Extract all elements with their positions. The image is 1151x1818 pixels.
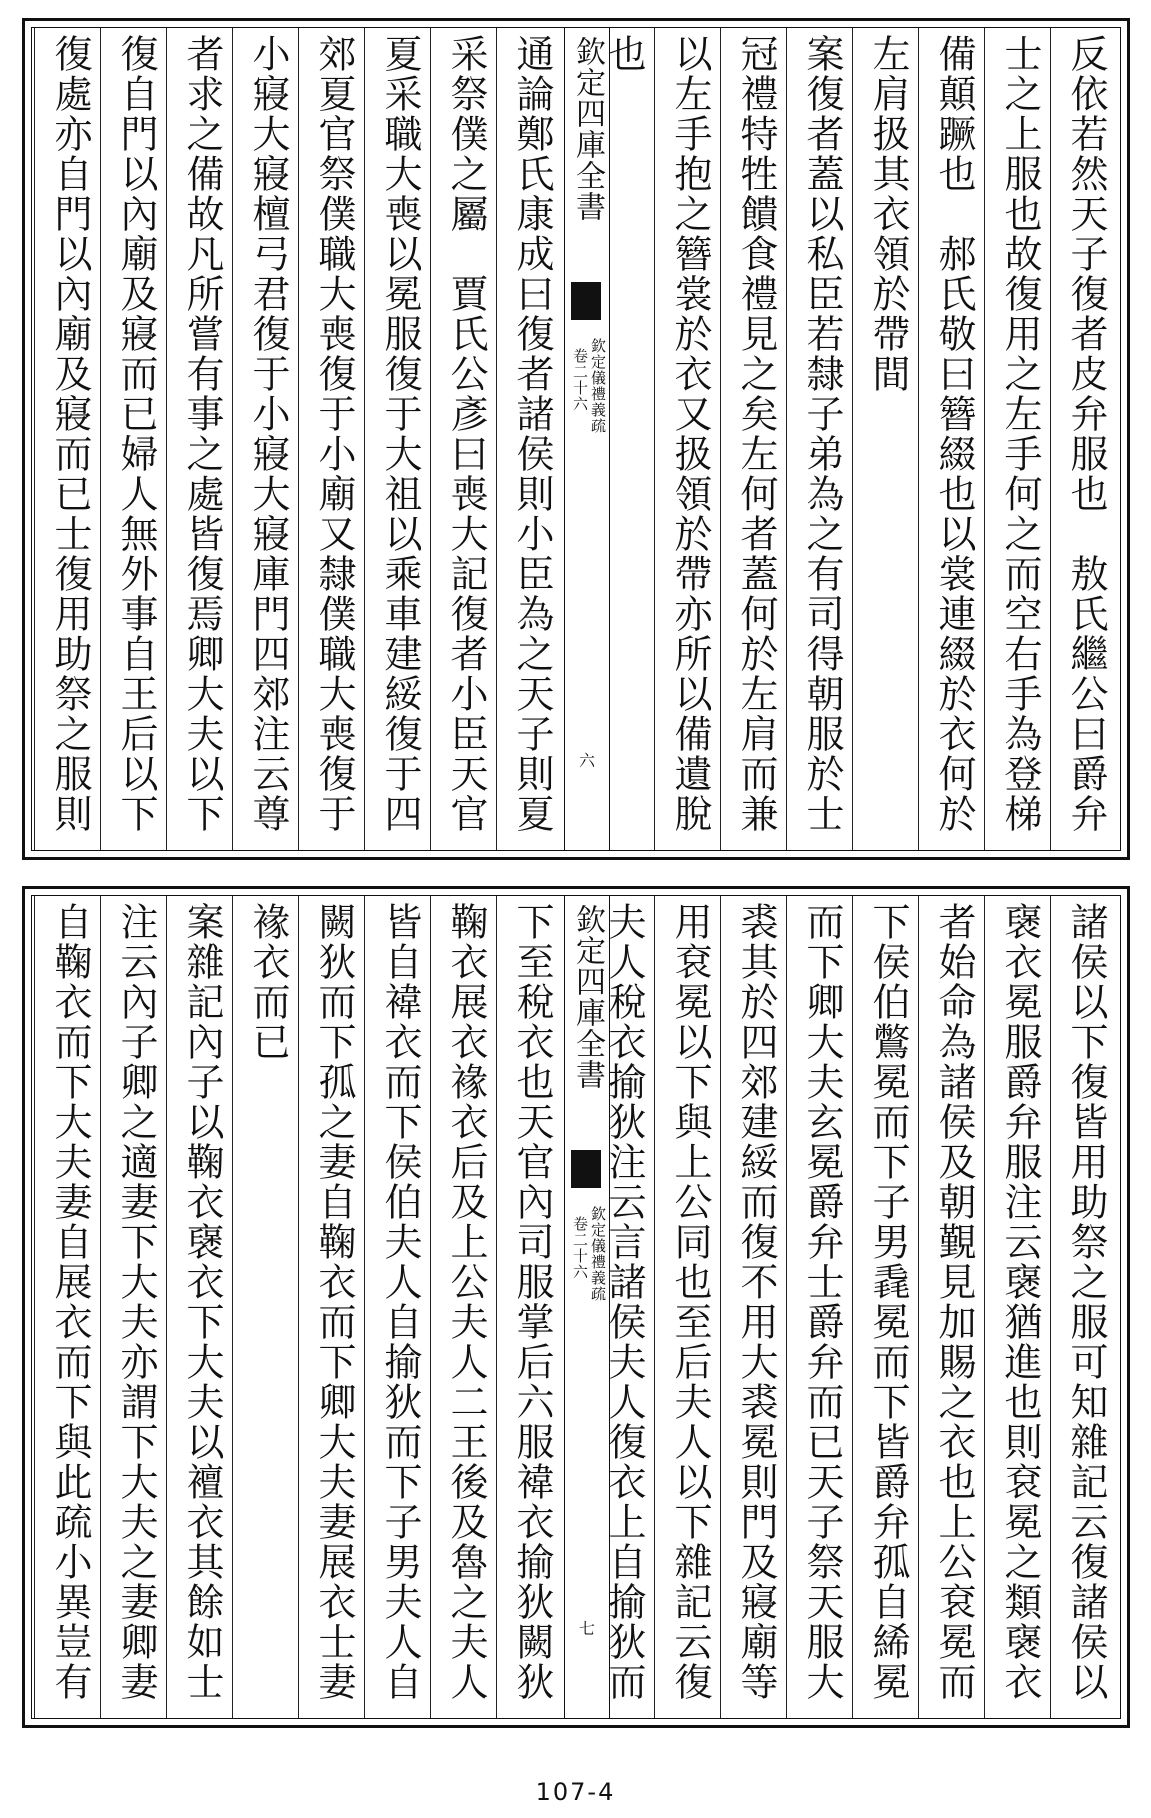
upper-text-column: 小寢大寢檀弓君復于小寢大寢庫門四郊注云尊: [246, 34, 290, 834]
lower-page-frame: [22, 886, 1130, 1728]
lower-text-column: 案雜記內子以鞠衣襃衣下大夫以襢衣其餘如士: [180, 902, 224, 1702]
upper-text-column: 復自門以內廟及寢而已婦人無外事自王后以下: [114, 34, 158, 834]
upper-column-rule: [496, 28, 497, 850]
upper-column-rule: [430, 28, 431, 850]
upper-text-column: 冠禮特牲饋食禮見之矣左何者蓋何於左肩而兼: [734, 34, 778, 834]
upper-column-rule: [34, 28, 35, 850]
lower-center-book-title: 欽定儀禮義疏: [589, 1206, 607, 1302]
upper-text-column: 者求之備故凡所嘗有事之處皆復焉卿大夫以下: [180, 34, 224, 834]
lower-column-rule: [786, 896, 787, 1718]
upper-column-rule: [232, 28, 233, 850]
upper-column-rule: [298, 28, 299, 850]
lower-text-column: 下至稅衣也天官內司服掌后六服褘衣揄狄闕狄: [510, 902, 554, 1702]
upper-column-rule: [984, 28, 985, 850]
lower-column-rule: [720, 896, 721, 1718]
upper-text-column: 以左手抱之簪裳於衣又扱領於帶亦所以備遺脫: [668, 34, 712, 834]
lower-text-column: 自鞠衣而下大夫妻自展衣而下與此疏小異豈有: [48, 902, 92, 1702]
lower-text-column: 注云內子卿之適妻下大夫亦謂下大夫之妻卿妻: [114, 902, 158, 1702]
upper-column-rule: [1050, 28, 1051, 850]
lower-text-column: 用袞冕以下與上公同也至后夫人以下雜記云復: [668, 902, 712, 1702]
lower-column-rule: [166, 896, 167, 1718]
lower-text-column: 而下卿大夫玄冕爵弁士爵弁而已天子祭天服大: [800, 902, 844, 1702]
lower-text-column: 者始命為諸侯及朝覲見加賜之衣也上公袞冕而: [932, 902, 976, 1702]
upper-column-rule: [918, 28, 919, 850]
lower-column-rule: [34, 896, 35, 1718]
lower-column-rule: [852, 896, 853, 1718]
lower-column-rule: [298, 896, 299, 1718]
upper-text-column: 夏采職大喪以冕服復于大祖以乘車建綏復于四: [378, 34, 422, 834]
lower-text-column: 夫人稅衣揄狄注云言諸侯夫人復衣上自揄狄而: [602, 902, 646, 1702]
upper-text-column: 備顛蹶也 郝氏敬曰簪綴也以裳連綴於衣何於: [932, 34, 976, 834]
lower-column-rule: [496, 896, 497, 1718]
lower-page-number: 七: [578, 1619, 595, 1638]
upper-text-column: 士之上服也故復用之左手何之而空右手為登梯: [998, 34, 1042, 834]
lower-column-rule: [100, 896, 101, 1718]
upper-text-column: 郊夏官祭僕職大喪復于小廟又隸僕職大喪復于: [312, 34, 356, 834]
lower-text-column: 襃衣冕服爵弁服注云襃猶進也則袞冕之類襃衣: [998, 902, 1042, 1702]
lower-text-column: 裘其於四郊建綏而復不用大裘冕則門及寢廟等: [734, 902, 778, 1702]
upper-column-rule: [364, 28, 365, 850]
lower-column-rule: [654, 896, 655, 1718]
upper-text-column: 也: [602, 34, 646, 74]
upper-page-number: 六: [578, 751, 595, 770]
upper-text-column: 反依若然天子復者皮弁服也 敖氏繼公曰爵弁: [1064, 34, 1108, 834]
lower-column-rule: [430, 896, 431, 1718]
lower-center-volume: 卷二十六: [571, 1216, 589, 1280]
footer-page-label: 107-4: [535, 1778, 616, 1806]
lower-text-column: 褖衣而已: [246, 902, 290, 1062]
upper-column-rule: [166, 28, 167, 850]
upper-text-column: 采祭僕之屬 賈氏公彥曰喪大記復者小臣天官: [444, 34, 488, 834]
upper-text-column: 復處亦自門以內廟及寢而已士復用助祭之服則: [48, 34, 92, 834]
upper-page-inner-frame: [31, 27, 1121, 851]
lower-center-title: 欽定四庫全書: [570, 904, 605, 1090]
upper-column-rule: [786, 28, 787, 850]
lower-column-rule: [984, 896, 985, 1718]
upper-text-column: 案復者蓋以私臣若隸子弟為之有司得朝服於士: [800, 34, 844, 834]
lower-column-rule: [232, 896, 233, 1718]
upper-column-rule: [654, 28, 655, 850]
lower-text-column: 諸侯以下復皆用助祭之服可知雜記云復諸侯以: [1064, 902, 1108, 1702]
upper-text-column: 左肩扱其衣領於帶間: [866, 34, 910, 394]
upper-center-title: 欽定四庫全書: [570, 36, 605, 222]
lower-text-column: 闕狄而下孤之妻自鞠衣而下卿大夫妻展衣士妻: [312, 902, 356, 1702]
upper-center-book-title: 欽定儀禮義疏: [589, 338, 607, 434]
lower-text-column: 下侯伯鷩冕而下子男毳冕而下皆爵弁孤自絺冕: [866, 902, 910, 1702]
upper-text-column: 通論鄭氏康成曰復者諸侯則小臣為之天子則夏: [510, 34, 554, 834]
lower-column-rule: [364, 896, 365, 1718]
lower-text-column: 鞠衣展衣褖衣后及上公夫人二王後及魯之夫人: [444, 902, 488, 1702]
lower-column-rule: [1050, 896, 1051, 1718]
upper-column-rule: [720, 28, 721, 850]
lower-text-column: 皆自褘衣而下侯伯夫人自揄狄而下子男夫人自: [378, 902, 422, 1702]
upper-column-rule: [852, 28, 853, 850]
upper-column-rule: [100, 28, 101, 850]
upper-page-frame: [22, 18, 1130, 860]
lower-page-inner-frame: [31, 895, 1121, 1719]
upper-center-volume: 卷二十六: [571, 348, 589, 412]
lower-column-rule: [918, 896, 919, 1718]
